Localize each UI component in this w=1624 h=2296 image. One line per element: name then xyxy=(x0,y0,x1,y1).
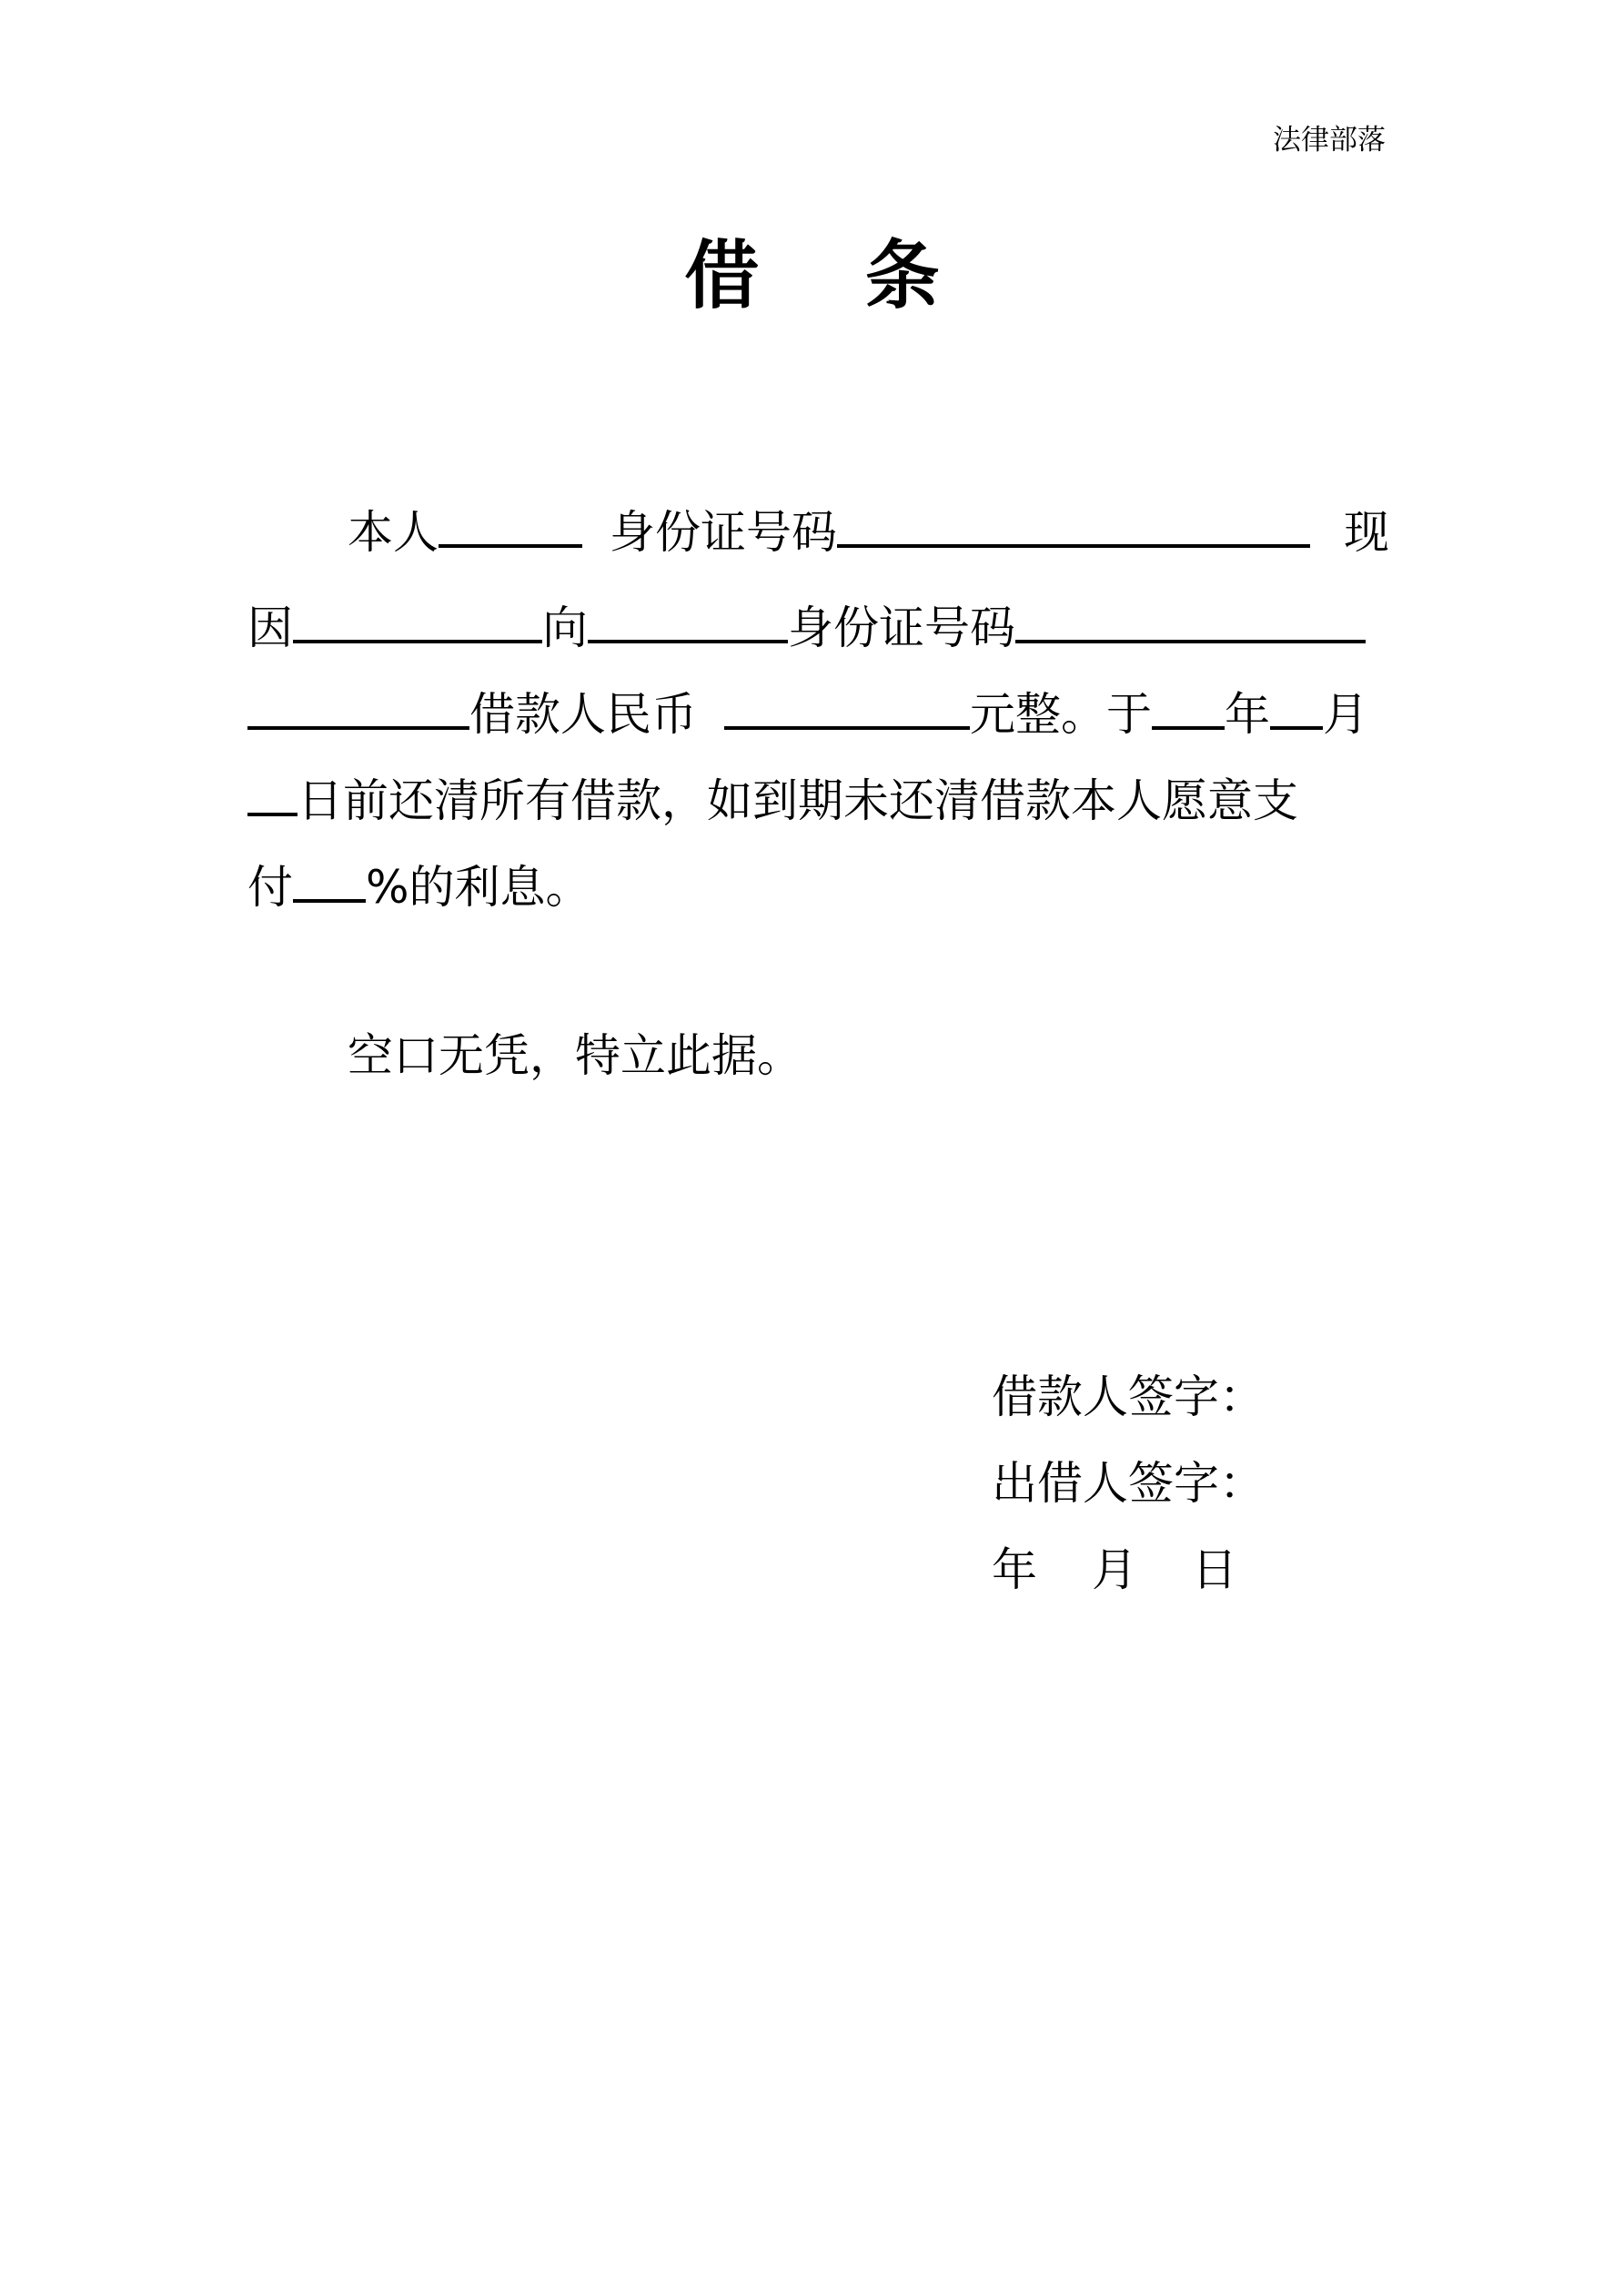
repayment-terms-text: 日前还清所有借款，如到期未还清借款本人愿意支 xyxy=(298,774,1298,827)
signature-date-month: 月 xyxy=(1092,1543,1137,1596)
lender-name-blank[interactable] xyxy=(588,602,788,643)
borrower-signature-label: 借款人签字： xyxy=(992,1371,1265,1423)
amount-blank[interactable] xyxy=(724,688,970,730)
amount-suffix-label: 元整。于 xyxy=(970,688,1152,741)
body-line-4 xyxy=(247,769,1389,833)
pay-label: 付 xyxy=(247,861,293,914)
year-label: 年 xyxy=(1225,688,1270,741)
body-line-2 xyxy=(247,596,1389,660)
borrower-id-label: 身份证号码 xyxy=(610,506,837,559)
document-source-label: 法律部落 xyxy=(1273,124,1386,157)
signature-date-year: 年 xyxy=(992,1543,1037,1596)
closing-line xyxy=(247,1024,1389,1087)
borrower-label: 本人 xyxy=(348,506,439,559)
lender-id-blank-continued[interactable] xyxy=(247,688,469,730)
now-label: 现 xyxy=(1344,506,1389,559)
reason-blank[interactable] xyxy=(293,602,542,643)
year-blank[interactable] xyxy=(1152,688,1225,730)
signature-date xyxy=(992,1538,1237,1602)
day-blank[interactable] xyxy=(247,774,298,816)
closing-statement: 空口无凭，特立此据。 xyxy=(348,1029,802,1082)
document-title: 借 条 xyxy=(684,232,980,319)
body-line-3 xyxy=(247,683,1389,746)
to-label: 向 xyxy=(542,602,588,654)
interest-rate-blank[interactable] xyxy=(293,861,366,903)
body-line-1 xyxy=(247,501,1389,564)
interest-label: %的利息。 xyxy=(366,861,591,914)
body-line-5 xyxy=(247,855,1389,919)
lender-signature-label: 出借人签字： xyxy=(992,1457,1265,1510)
borrower-id-blank[interactable] xyxy=(837,506,1310,548)
signature-date-day: 日 xyxy=(1192,1543,1237,1596)
reason-label: 因 xyxy=(247,602,293,654)
month-blank[interactable] xyxy=(1270,688,1323,730)
month-label: 月 xyxy=(1323,688,1368,741)
borrower-name-blank[interactable] xyxy=(439,506,582,548)
loan-rmb-label: 借款人民币 xyxy=(469,688,697,741)
lender-id-blank[interactable] xyxy=(1015,602,1366,643)
lender-id-label: 身份证号码 xyxy=(788,602,1015,654)
